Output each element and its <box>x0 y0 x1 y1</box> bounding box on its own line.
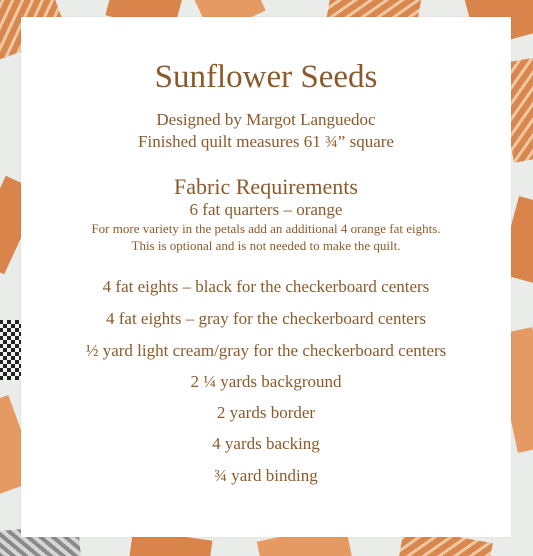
variety-note-2: This is optional and is not needed to make the quilt. <box>131 238 401 253</box>
requirement-item: 4 yards backing <box>212 434 320 453</box>
pattern-card <box>21 17 511 537</box>
requirement-item: 4 fat eights – gray for the checkerboard centers <box>105 309 427 328</box>
fat-quarters-line: 6 fat quarters – orange <box>189 200 343 219</box>
fabric-heading: Fabric Requirements <box>174 174 358 199</box>
requirement-item: 2 ¼ yards background <box>190 372 342 391</box>
variety-note-1: For more variety in the petals add an additional 4 orange fat eights. <box>91 221 441 236</box>
requirement-item: 2 yards border <box>216 403 316 422</box>
quilt-patch <box>0 320 23 380</box>
pattern-title: Sunflower Seeds <box>154 59 378 95</box>
requirement-item: ¾ yard binding <box>214 466 318 485</box>
requirement-item: 4 fat eights – black for the checkerboard centers <box>102 277 430 296</box>
requirement-item: ½ yard light cream/gray for the checkerboard centers <box>85 341 447 360</box>
designer-credit: Designed by Margot Languedoc <box>156 110 376 129</box>
finished-size: Finished quilt measures 61 ¾” square <box>138 132 394 151</box>
